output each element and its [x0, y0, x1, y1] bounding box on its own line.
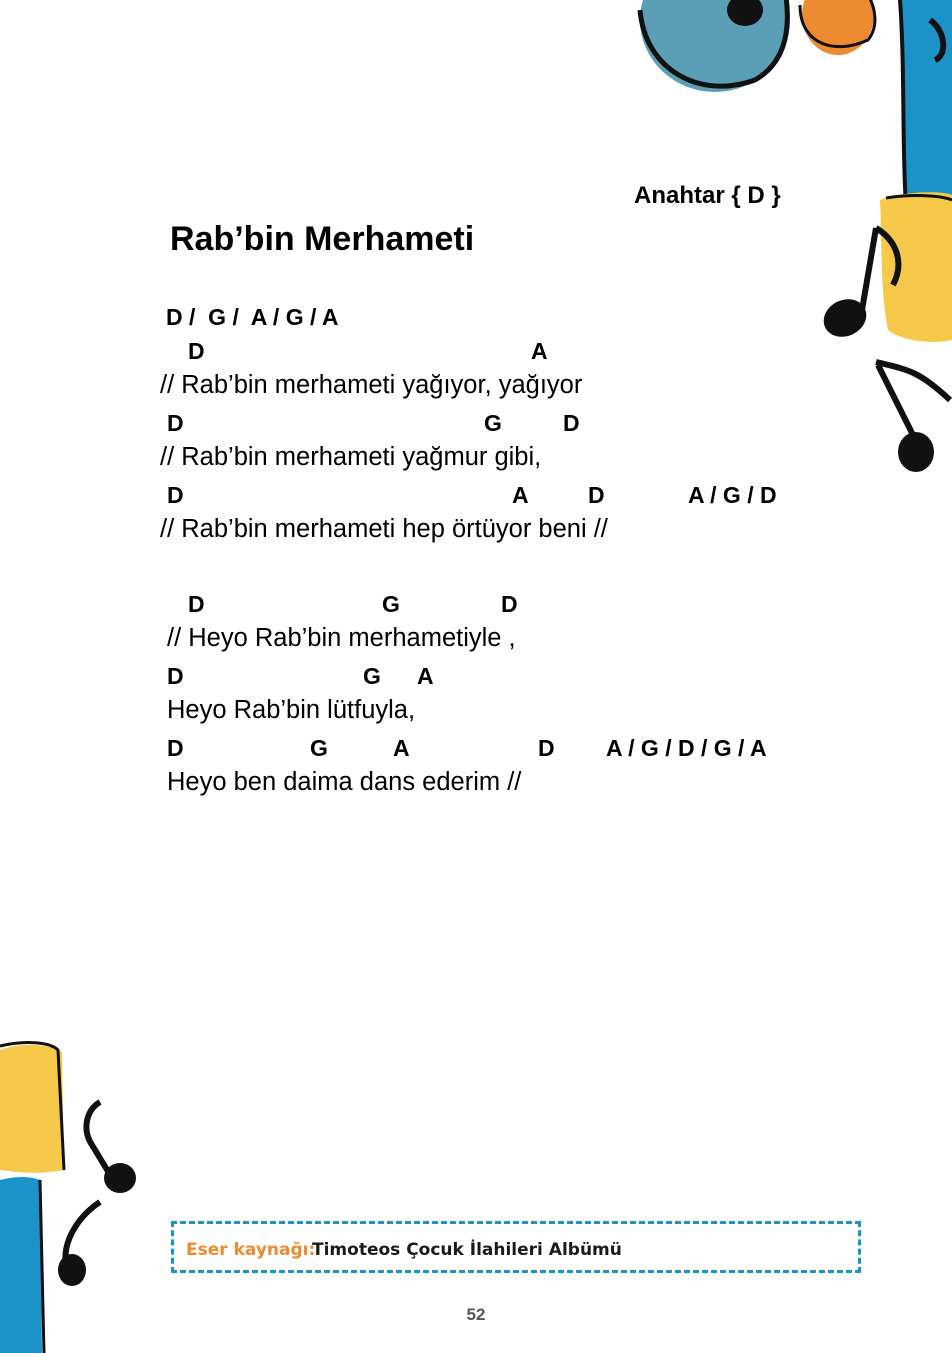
- blue-stripe: [900, 0, 952, 210]
- source-value: Timoteos Çocuk İlahileri Albümü: [312, 1240, 622, 1260]
- chord: D: [167, 735, 184, 761]
- chord: A / G / D: [688, 482, 777, 508]
- chord: D: [588, 482, 605, 508]
- yellow-paint-blob: [0, 1043, 64, 1173]
- blue-stripe: [0, 1177, 44, 1353]
- chord: G: [382, 591, 400, 617]
- chord: D: [501, 591, 518, 617]
- source-label: Eser kaynağı:: [186, 1240, 316, 1260]
- top-right-decoration: [0, 0, 952, 480]
- chord-row: [0, 663, 952, 691]
- chord: A: [531, 338, 548, 364]
- song-key: Anahtar { D }: [634, 182, 781, 209]
- chord: D: [167, 482, 184, 508]
- song-title: Rab’bin Merhameti: [170, 220, 475, 258]
- chord: A: [393, 735, 410, 761]
- chord-row: [0, 591, 952, 619]
- lyric-line: // Rab’bin merhameti yağmur gibi,: [160, 443, 542, 471]
- music-note-icon: [86, 1102, 136, 1193]
- chord: D: [538, 735, 555, 761]
- chord-row: [0, 482, 952, 510]
- lyric-line: // Rab’bin merhameti hep örtüyor beni //: [160, 515, 608, 543]
- chord-row: [0, 735, 952, 763]
- music-note-icon: [58, 1202, 100, 1286]
- blue-paint-blob: [640, 0, 790, 92]
- chord-row: [0, 410, 952, 438]
- chord-row: [0, 338, 952, 366]
- chord: D: [167, 410, 184, 436]
- chord: G: [310, 735, 328, 761]
- intro-chords: D / G / A / G / A: [166, 304, 339, 330]
- orange-paint-blob: [800, 0, 875, 55]
- source-box: [171, 1221, 861, 1273]
- chord: D: [563, 410, 580, 436]
- chord: D: [188, 591, 205, 617]
- yellow-paint-blob: [880, 192, 952, 342]
- chord: A: [512, 482, 529, 508]
- lyric-line: Heyo ben daima dans ederim //: [167, 768, 522, 796]
- lyric-line: // Rab’bin merhameti yağıyor, yağıyor: [160, 371, 583, 399]
- chord: D: [188, 338, 205, 364]
- lyric-line: Heyo Rab’bin lütfuyla,: [167, 696, 416, 724]
- lyric-line: // Heyo Rab’bin merhametiyle ,: [167, 624, 516, 652]
- chord: A / G / D / G / A: [606, 735, 767, 761]
- chord: G: [484, 410, 502, 436]
- chord: G: [363, 663, 381, 689]
- page-number: 52: [466, 1305, 486, 1324]
- chord: D: [167, 663, 184, 689]
- chord: A: [417, 663, 434, 689]
